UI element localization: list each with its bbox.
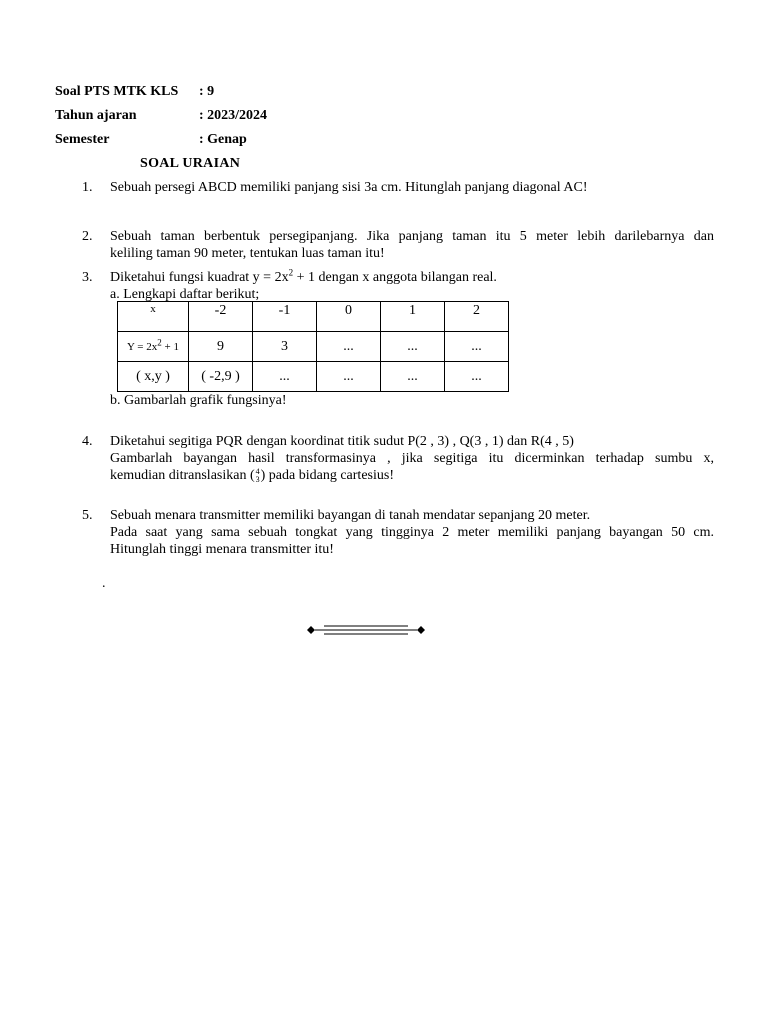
question-number: 5. [82,508,93,523]
table-row [118,362,509,392]
table-cell: ... [317,332,381,362]
header-year [55,108,268,124]
question-number: 2. [82,229,93,244]
question-3 [82,269,714,303]
table-cell: x [118,302,189,332]
subject-label: Soal PTS MTK KLS [55,84,179,99]
question-number: 4. [82,434,93,449]
question-text: Sebuah persegi ABCD memiliki panjang sisi 3a cm. Hitunglah panjang diagonal AC! [110,180,588,195]
table-cell: ... [381,332,445,362]
table-cell: 0 [317,302,381,332]
question-text-line: Hitunglah tinggi menara transmitter itu! [110,542,334,557]
question-text-line: Diketahui fungsi kuadrat $y = 2x^2 + 1$ dengan x anggota bilangan real. [110,267,497,285]
table-cell: -2 [189,302,253,332]
question-number: 1. [82,180,93,195]
year-value: : 2023/2024 [199,108,268,123]
question-text-line: Sebuah taman berbentuk persegipanjang. Jika panjang taman itu 5 meter lebih darilebarnya dan [110,229,714,244]
table-cell: 1 [381,302,445,332]
table-cell: 3 [253,332,317,362]
table-cell: ... [445,332,509,362]
table-row-label: $Y = 2x^2 + 1$ [118,332,189,362]
semester-label: Semester [55,132,110,147]
end-ornament-icon [306,622,428,638]
question-3-part-b [82,392,714,410]
question-5 [82,507,714,559]
question-text-line: Sebuah menara transmitter memiliki bayangan di tanah mendatar sepanjang 20 meter. [110,508,591,523]
question-text-line: Gambarlah bayangan hasil transformasinya , jika segitiga itu dicerminkan terhadap sumbu x, [110,451,714,466]
question-part-a: a. Lengkapi daftar berikut; [110,287,260,302]
stray-dot: . [102,576,106,591]
table-row-label: ( x,y ) [118,362,189,392]
header-subject [55,84,215,100]
question-text-line: kemudian ditranslasikan ( 4 3 ) pada bidang cartesius! [110,466,394,484]
question-text-line: keliling taman 90 meter, tentukan luas taman itu! [110,246,385,261]
question-text-line: Pada saat yang sama sebuah tongkat yang tingginya 2 meter memiliki panjang bayangan 50 cm. [110,525,714,540]
table-row [118,302,509,332]
translation-vector: 4 3 [255,466,260,484]
table-cell: -1 [253,302,317,332]
question-number: 3. [82,270,93,285]
table-cell: ... [253,362,317,392]
header-semester [55,132,247,148]
table-cell: ... [445,362,509,392]
table-row [118,332,509,362]
table-cell: ... [317,362,381,392]
section-title: SOAL URAIAN [140,156,241,171]
table-cell: ... [381,362,445,392]
question-2 [82,228,714,264]
question-1 [82,179,714,197]
table-cell: 2 [445,302,509,332]
table-cell: 9 [189,332,253,362]
semester-value: : Genap [199,132,247,147]
question-4 [82,433,714,487]
table-cell: ( -2,9 ) [189,362,253,392]
question-part-b: b. Gambarlah grafik fungsinya! [110,393,287,408]
function-table [117,301,509,392]
question-text-line: Diketahui segitiga PQR dengan koordinat titik sudut P(2 , 3) , Q(3 , 1) dan R(4 , 5) [110,434,574,449]
subject-value: : 9 [199,84,215,99]
year-label: Tahun ajaran [55,108,137,123]
